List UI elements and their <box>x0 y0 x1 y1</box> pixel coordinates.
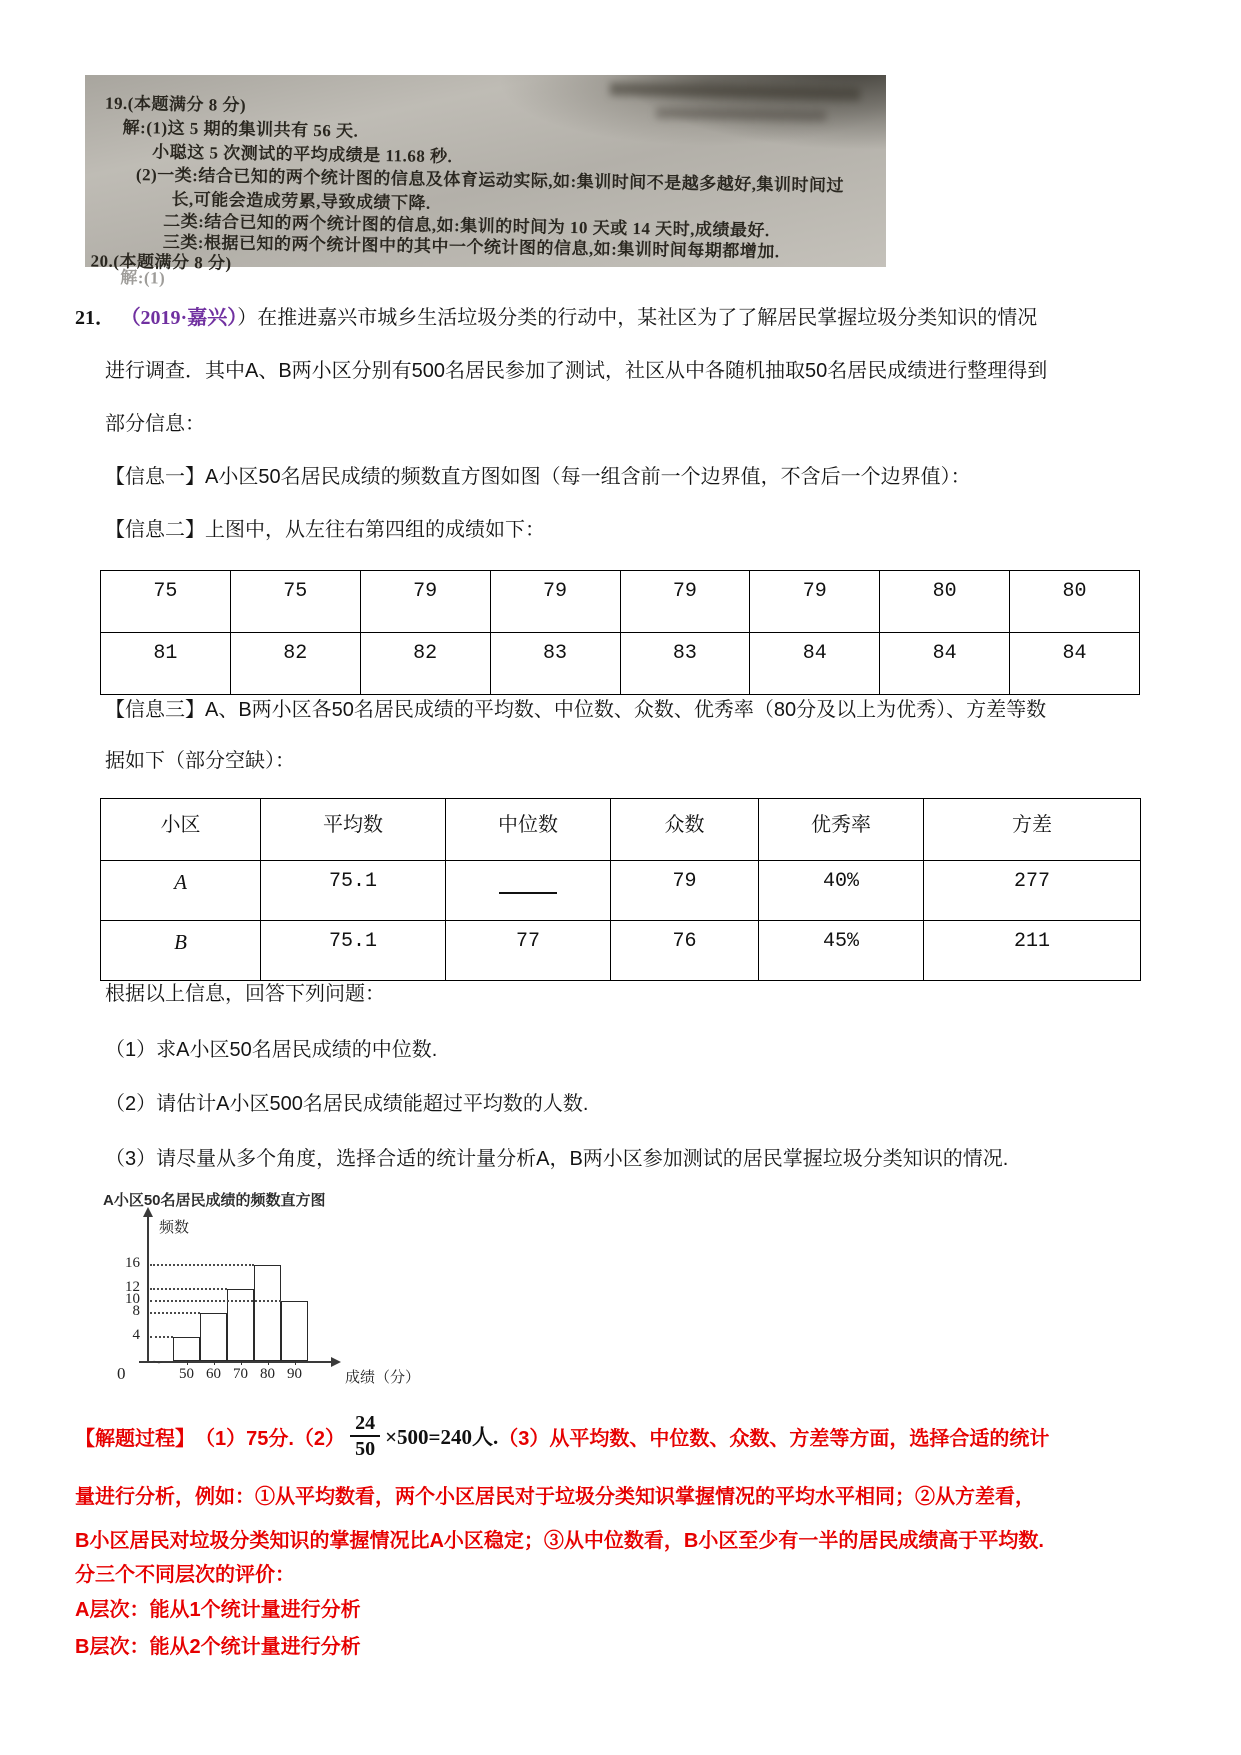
problem-intro-text: ）在推进嘉兴市城乡生活垃圾分类的行动中，某社区为了了解居民掌握垃圾分类知识的情况 <box>237 307 1038 329</box>
x-axis-label: 成绩（分） <box>345 1369 421 1386</box>
score-cell: 83 <box>620 633 750 695</box>
column-header: 小区 <box>101 799 261 861</box>
scan-text <box>82 74 886 288</box>
column-header: 优秀率 <box>759 799 924 861</box>
x-tick-label: 50 <box>179 1366 194 1382</box>
table-row-b <box>101 921 1141 981</box>
y-axis-label: 频数 <box>159 1219 190 1236</box>
solution-line5: A层次：能从1个统计量进行分析 <box>75 1599 361 1621</box>
score-cell: 79 <box>490 571 620 633</box>
problem-number: 21． <box>75 307 115 329</box>
solution-label: 【解题过程】 <box>75 1427 195 1450</box>
solution-line2: 量进行分析，例如：①从平均数看，两个小区居民对于垃圾分类知识掌握情况的平均水平相同；②从方差看， <box>75 1486 1035 1508</box>
score-cell: 82 <box>230 633 360 695</box>
score-cell: 75 <box>230 571 360 633</box>
median-blank-line <box>499 892 557 894</box>
info1-line: 【信息一】A小区50名居民成绩的频数直方图如图（每一组含前一个边界值，不含后一个边界值）： <box>105 466 971 488</box>
table-row <box>101 571 1140 633</box>
scan-line: 20.(本题满分 8 分) <box>90 251 232 273</box>
info3-line1: 【信息三】A、B两小区各50名居民成绩的平均数、中位数、众数、优秀率（80分及以上为优秀）、方差等数 <box>105 699 1047 721</box>
problem-source: （2019·嘉兴） <box>120 307 238 329</box>
scan-line: 二类:结合已知的两个统计图的信息,如:集训的时间为 10 天或 14 天时,成绩最好. <box>163 211 770 241</box>
problem-intro-line1 <box>75 304 1037 332</box>
solution-part1: （1）75分.（2） <box>195 1427 346 1450</box>
histogram-plot <box>95 1183 465 1398</box>
score-cell: 79 <box>620 571 750 633</box>
x-tick-mark <box>268 1361 270 1365</box>
gridline-dotted <box>150 1264 254 1266</box>
variance-cell: 277 <box>924 861 1141 921</box>
score-cell: 79 <box>750 571 880 633</box>
y-tick-label: 16 <box>125 1255 140 1271</box>
x-tick-mark <box>295 1361 297 1365</box>
score-cell: 84 <box>880 633 1010 695</box>
gridline-dotted <box>150 1288 227 1290</box>
score-cell: 82 <box>360 633 490 695</box>
solution-part2: （3）从平均数、中位数、众数、方差等方面，选择合适的统计 <box>498 1427 1050 1450</box>
x-tick-mark <box>214 1361 216 1365</box>
mean-cell: 75.1 <box>261 921 446 981</box>
problem-intro-line2: 进行调查．其中A、B两小区分别有500名居民参加了测试，社区从中各随机抽取50名居民成绩进行整理得到 <box>105 360 1048 382</box>
score-cell: 81 <box>101 633 231 695</box>
excellent-rate-cell: 40% <box>759 861 924 921</box>
axis-break-mark: 〜 <box>150 1355 164 1370</box>
district-name: B <box>101 921 261 981</box>
question-3: （3）请尽量从多个角度，选择合适的统计量分析A，B两小区参加测试的居民掌握垃圾分类知识的情况. <box>105 1148 1009 1170</box>
score-cell: 80 <box>1010 571 1140 633</box>
mean-cell: 75.1 <box>261 861 446 921</box>
gridline-dotted <box>150 1312 200 1314</box>
scan-line: 19.(本题满分 8 分) <box>104 93 247 115</box>
histogram-bar <box>173 1337 200 1361</box>
mode-cell: 76 <box>611 921 759 981</box>
scan-line: 解:(1) <box>120 267 166 288</box>
statistics-summary-table <box>100 798 1141 981</box>
gridline-dotted <box>150 1336 173 1338</box>
solution-line6: B层次：能从2个统计量进行分析 <box>75 1636 361 1658</box>
district-name: A <box>101 861 261 921</box>
fraction-numerator: 24 <box>355 1412 376 1434</box>
origin-label: 0 <box>117 1364 126 1383</box>
column-header: 平均数 <box>261 799 446 861</box>
fraction-bar <box>350 1435 380 1437</box>
scan-line: 三类:根据已知的两个统计图中的其中一个统计图的信息,如:集训时间每期都增加. <box>162 232 780 262</box>
histogram-bar <box>254 1265 281 1361</box>
mode-cell: 79 <box>611 861 759 921</box>
solution-line4: 分三个不同层次的评价： <box>75 1564 295 1586</box>
fraction <box>350 1412 380 1460</box>
scan-line: (2)一类:结合已知的两个统计图的信息及体育运动实际,如:集训时间不是越多越好,集训时间过 <box>135 165 845 196</box>
solution-line1 <box>75 1412 1049 1460</box>
column-header: 方差 <box>924 799 1141 861</box>
x-tick-mark <box>187 1361 189 1365</box>
table-row <box>101 633 1140 695</box>
table-row-a <box>101 861 1141 921</box>
x-tick-label: 90 <box>287 1366 302 1382</box>
histogram-bar <box>200 1313 227 1361</box>
fraction-denominator: 50 <box>355 1438 376 1460</box>
gridline-dotted <box>150 1300 281 1302</box>
median-cell: 77 <box>446 921 611 981</box>
scanned-answer-photo <box>85 75 886 288</box>
scan-line: 解:(1)这 5 期的集训共有 56 天. <box>122 117 359 141</box>
info3-line2: 据如下（部分空缺）： <box>105 750 295 772</box>
score-cell: 84 <box>750 633 880 695</box>
scan-line: 小聪这 5 次测试的平均成绩是 11.68 秒. <box>152 142 453 167</box>
score-cell: 83 <box>490 633 620 695</box>
question-1: （1）求A小区50名居民成绩的中位数. <box>105 1039 438 1061</box>
table-header-row <box>101 799 1141 861</box>
score-cell: 84 <box>1010 633 1140 695</box>
x-tick-mark <box>241 1361 243 1365</box>
question-2: （2）请估计A小区500名居民成绩能超过平均数的人数. <box>105 1093 589 1115</box>
x-tick-label: 70 <box>233 1366 248 1382</box>
info2-line: 【信息二】上图中，从左往右第四组的成绩如下： <box>105 519 545 541</box>
score-cell: 75 <box>101 571 231 633</box>
fourth-group-scores-table <box>100 570 1140 695</box>
y-tick-label: 10 <box>125 1291 140 1307</box>
score-cell: 80 <box>880 571 1010 633</box>
chart-title: A小区50名居民成绩的频数直方图 <box>103 1192 326 1209</box>
questions-preface: 根据以上信息，回答下列问题： <box>105 983 385 1005</box>
x-tick-label: 80 <box>260 1366 275 1382</box>
scan-line: 长,可能会造成劳累,导致成绩下降. <box>171 189 431 213</box>
median-cell <box>446 861 611 921</box>
x-tick-label: 60 <box>206 1366 221 1382</box>
score-cell: 79 <box>360 571 490 633</box>
problem-intro-line3: 部分信息： <box>105 413 205 435</box>
y-tick-label: 4 <box>132 1327 140 1343</box>
column-header: 众数 <box>611 799 759 861</box>
variance-cell: 211 <box>924 921 1141 981</box>
excellent-rate-cell: 45% <box>759 921 924 981</box>
solution-equation: ×500=240人. <box>385 1425 499 1449</box>
y-tick-label: 12 <box>125 1279 140 1295</box>
y-tick-label: 8 <box>132 1303 140 1319</box>
solution-line3: B小区居民对垃圾分类知识的掌握情况比A小区稳定；③从中位数看，B小区至少有一半的居民成绩高于平均数. <box>75 1530 1044 1552</box>
histogram-bar <box>281 1301 308 1361</box>
frequency-histogram <box>95 1183 465 1398</box>
column-header: 中位数 <box>446 799 611 861</box>
